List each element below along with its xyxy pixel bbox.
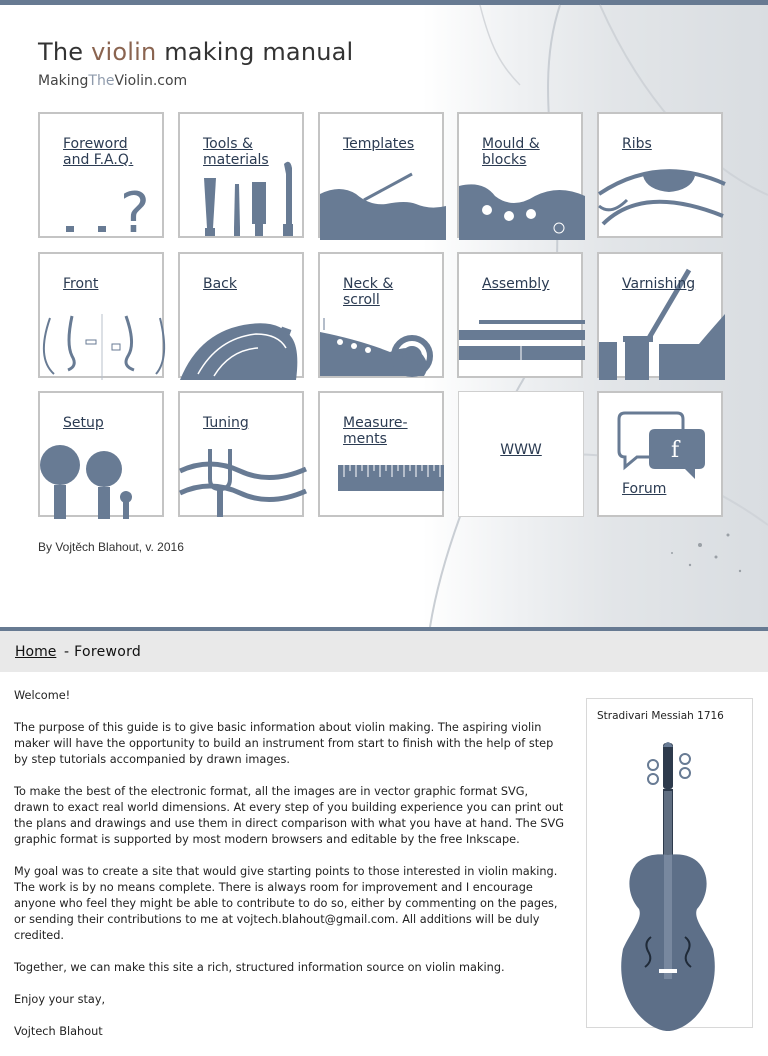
varnish-icon (599, 254, 725, 380)
tile-mould[interactable] (457, 112, 583, 238)
breadcrumb (0, 631, 768, 672)
breadcrumb-home-link[interactable]: Home (15, 644, 57, 660)
tile-label[interactable]: Tools & materials (203, 136, 269, 168)
tile-label[interactable]: Front (63, 276, 99, 292)
violin-drawing (587, 699, 754, 1029)
tile-label[interactable]: WWW (500, 442, 542, 458)
ribs-icon (599, 114, 725, 240)
tile-label[interactable]: Forum (622, 481, 667, 497)
template-icon (320, 114, 446, 240)
paragraph: To make the best of the electronic format, all the images are in vector graphic format SVG, drawn to exact real world dimensions. At every step of you building experience you can print out the plans and drawings and use them in direct comparison with what you have at hand. The SVG graphic format is supported by most modern browsers and editable by the free Inkscape. (14, 785, 565, 846)
tile-front[interactable] (38, 252, 164, 378)
scroll-icon (320, 254, 446, 380)
tile-varnishing[interactable] (597, 252, 723, 378)
ruler-icon (320, 393, 446, 519)
tile-label[interactable]: Setup (63, 415, 104, 431)
tile-forum[interactable] (597, 391, 723, 517)
tile-assembly[interactable] (457, 252, 583, 378)
svg-text:f: f (671, 438, 680, 463)
paragraph: The purpose of this guide is to give basic information about violin making. The aspiring violin maker will have the opportunity to build an instrument from start to finish with the help of step by step tutorials accompanied by drawn images. (14, 721, 554, 766)
paragraph: My goal was to create a site that would give starting points to those interested in violin making. The work is by no means complete. There is always room for improvement and I encourage anyone who feel they might be able to contribute to do so, either by commenting on the pages, or sending their contributions to me at vojtech.blahout@gmail.com. All additions will be duly credited. (14, 865, 558, 942)
tile-label[interactable]: Tuning (203, 415, 249, 431)
tile-label[interactable]: Mould & blocks (482, 136, 540, 168)
mould-icon (459, 114, 585, 240)
tile-neck[interactable] (318, 252, 444, 378)
main-content (14, 688, 566, 1056)
speech-bubbles-icon (599, 393, 725, 519)
tile-label[interactable]: Neck & scroll (343, 276, 394, 308)
tuning-fork-icon (180, 393, 306, 519)
site-name: MakingTheViolin.com (38, 73, 188, 89)
sidebar-figure (586, 698, 753, 1028)
tile-label[interactable]: Assembly (482, 276, 550, 292)
front-plate-icon (40, 254, 166, 380)
author-byline: By Vojtěch Blahout, v. 2016 (38, 540, 184, 554)
figure-caption: Stradivari Messiah 1716 (597, 710, 724, 722)
tile-setup[interactable] (38, 391, 164, 517)
tile-label[interactable]: Foreword and F.A.Q. (63, 136, 134, 168)
tile-label[interactable]: Measure- ments (343, 415, 408, 447)
tile-measurements[interactable] (318, 391, 444, 517)
tile-tools[interactable] (178, 112, 304, 238)
tile-templates[interactable] (318, 112, 444, 238)
tile-back[interactable] (178, 252, 304, 378)
tile-label[interactable]: Back (203, 276, 237, 292)
tile-ribs[interactable] (597, 112, 723, 238)
back-plate-icon (180, 254, 306, 380)
paragraph: Together, we can make this site a rich, structured information source on violin making. (14, 961, 505, 974)
tile-foreword[interactable] (38, 112, 164, 246)
question-icon (40, 114, 166, 246)
page-title: The violin making manual (38, 38, 354, 66)
tile-www[interactable] (458, 391, 584, 517)
svg-text:?: ? (120, 181, 150, 246)
paragraph: Welcome! (14, 689, 71, 702)
paragraph: Enjoy your stay, (14, 993, 106, 1006)
pegs-icon (40, 393, 166, 519)
paragraph: Vojtech Blahout (14, 1025, 103, 1038)
tile-label[interactable]: Templates (343, 136, 415, 152)
tile-label[interactable]: Varnishing (622, 276, 696, 292)
tile-tuning[interactable] (178, 391, 304, 517)
tools-icon (180, 114, 306, 240)
hero-header (0, 5, 768, 627)
tile-label[interactable]: Ribs (622, 136, 652, 152)
breadcrumb-current: - Foreword (64, 644, 142, 660)
assembly-icon (459, 254, 585, 380)
